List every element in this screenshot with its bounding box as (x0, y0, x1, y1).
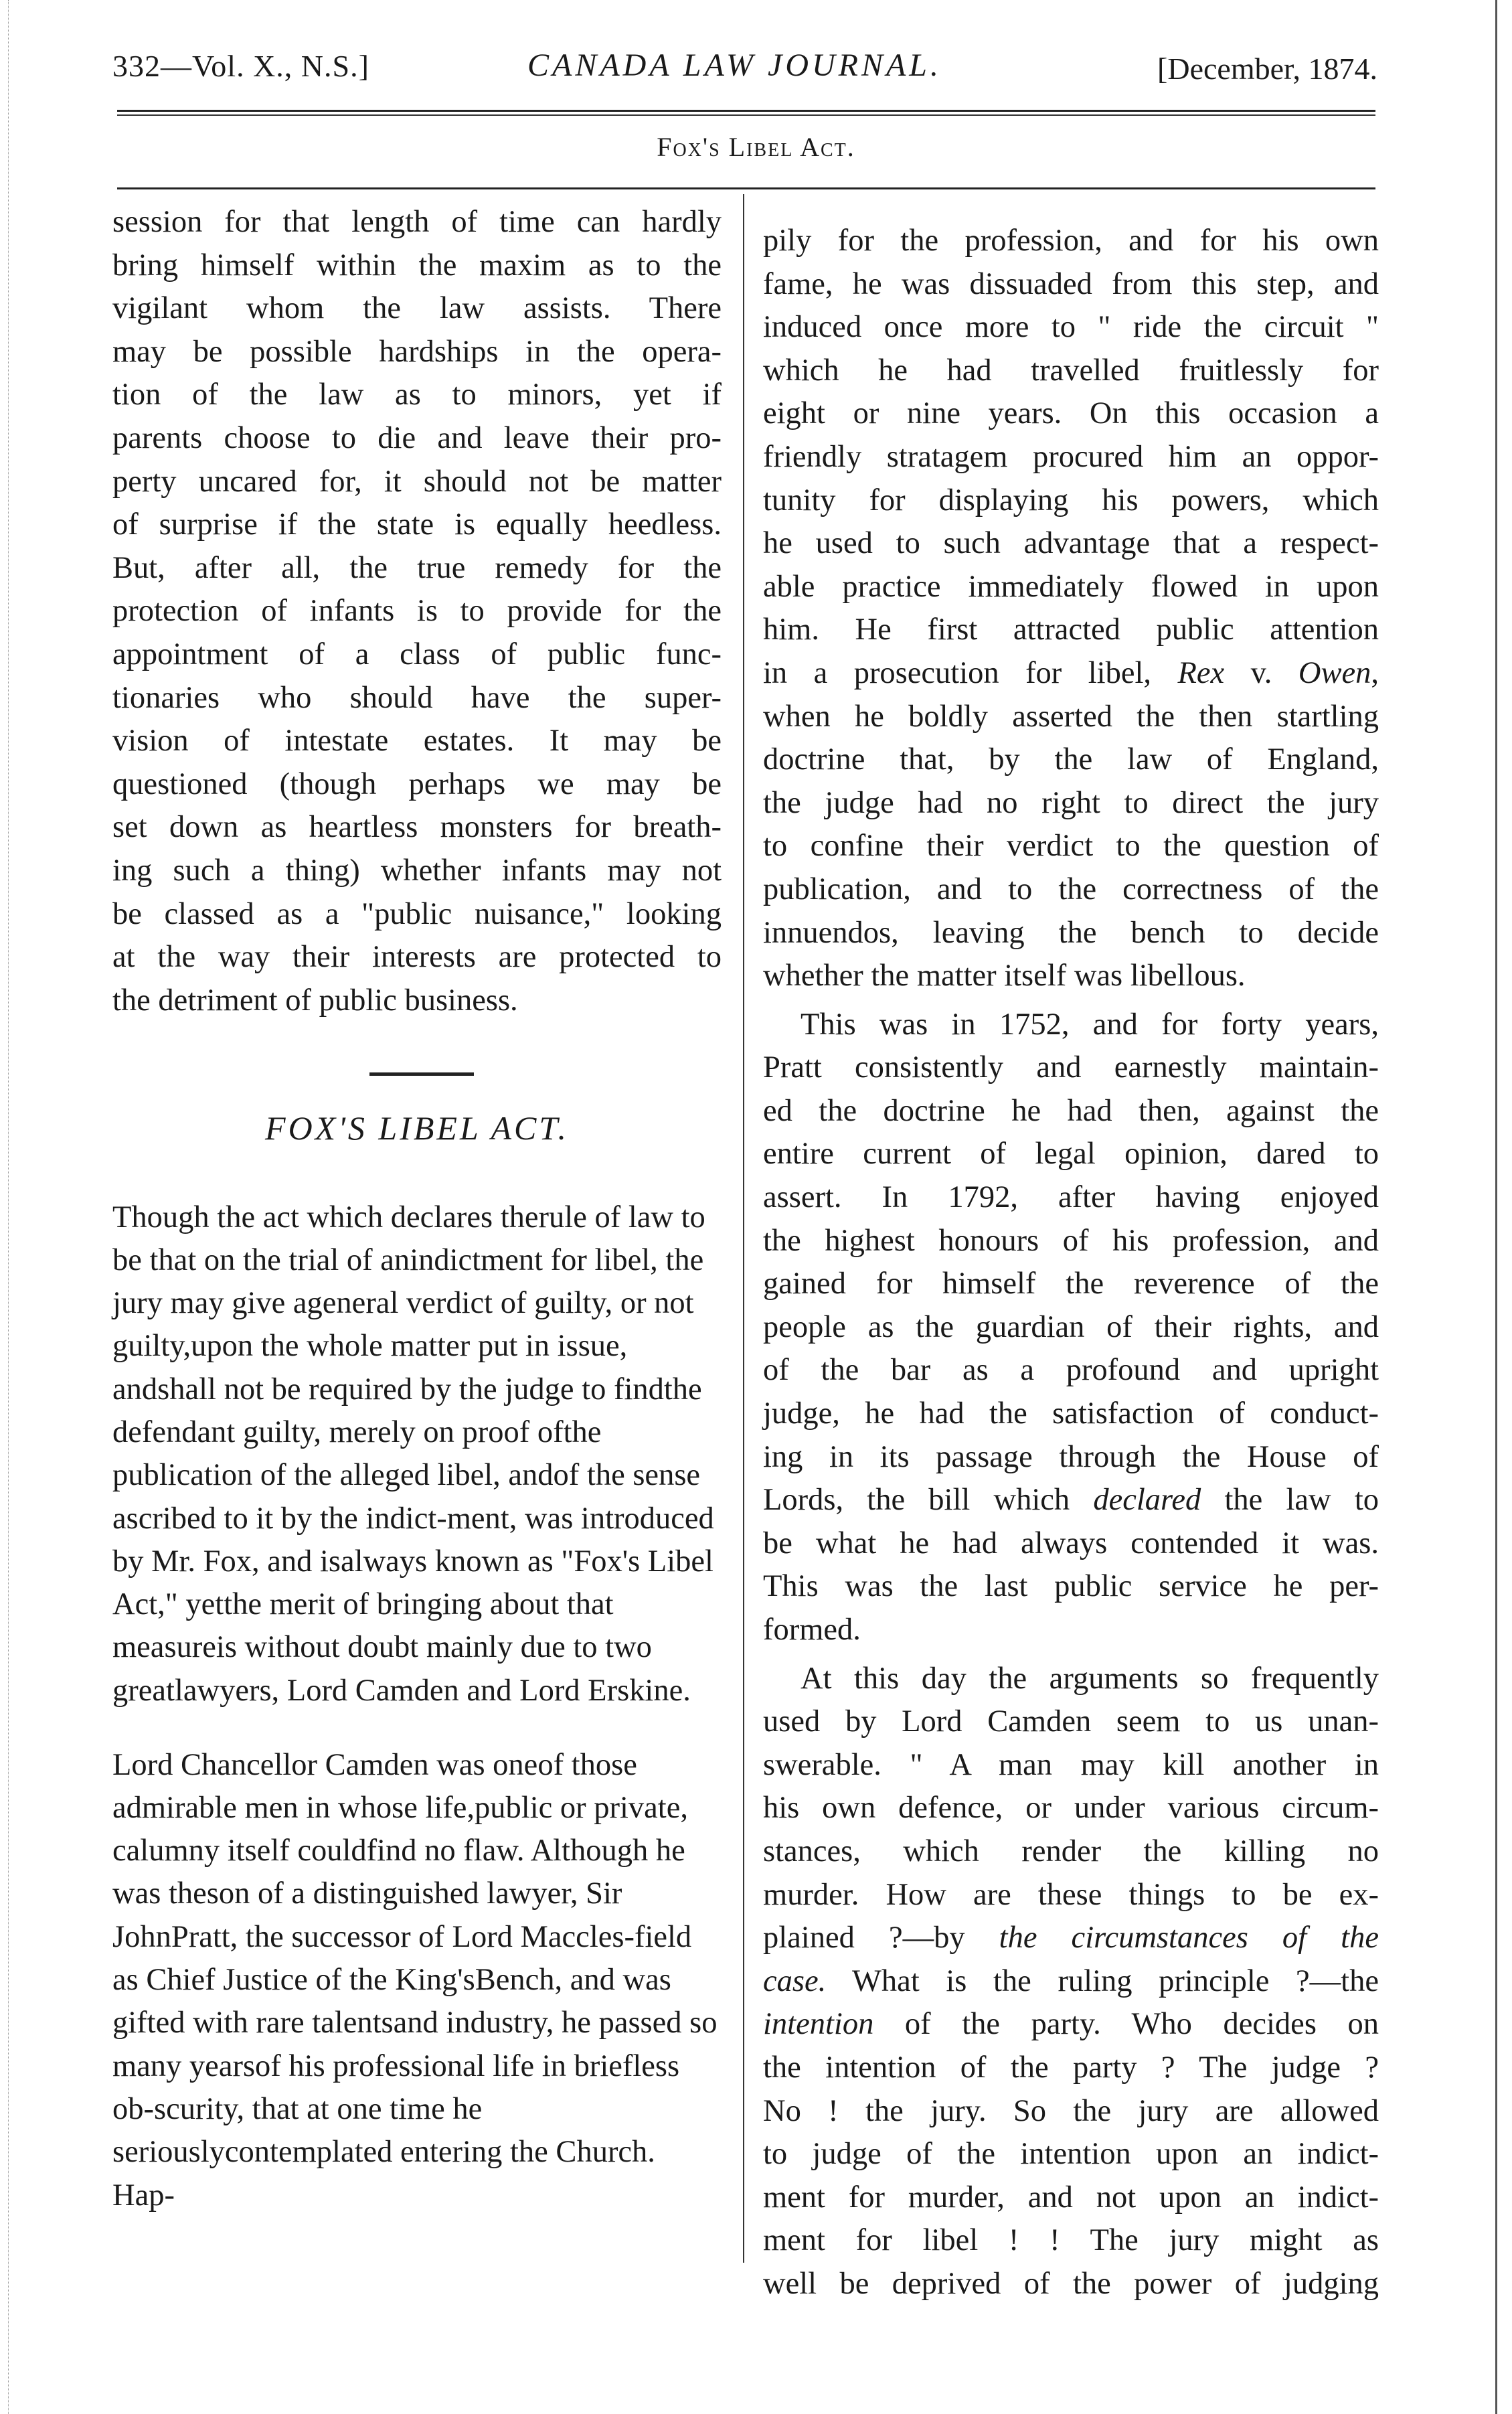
text-line: session for that length of time can hardly (112, 205, 722, 239)
text-line: innuendos, leaving the bench to decide (763, 915, 1379, 950)
text-line: public or private, calumny itself could (112, 1790, 688, 1868)
text-line: judge, he had the satisfaction of conduct- (763, 1396, 1379, 1431)
text-line: ing in its passage through the House of (763, 1439, 1379, 1474)
text-line: formed. (763, 1613, 861, 1647)
text-line: in a prosecution for libel, Rex v. Owen, (763, 655, 1379, 690)
left-column-article-text (112, 1165, 722, 2248)
text-line: parents choose to die and leave their pro- (112, 420, 722, 455)
paragraph (763, 1003, 1379, 1652)
text-line: gained for himself the reverence of the (763, 1267, 1379, 1301)
text-line: the defendant guilty, merely on proof of (112, 1372, 702, 1449)
text-line: when he boldly asserted the then startling (763, 699, 1379, 734)
text-line: be what he had always contended it was. (763, 1526, 1379, 1560)
text-line: friendly stratagem procured him an oppor- (763, 439, 1379, 474)
text-line: case. What is the ruling principle ?—the (763, 1963, 1379, 1998)
text-line: shall not be required by the judge to find (157, 1372, 664, 1406)
text-line: lawyers, Lord Camden and Lord Erskine. (174, 1673, 691, 1708)
text-line: murder. How are these things to be ex- (763, 1877, 1379, 1912)
text-line: doctrine that, by the law of England, (763, 742, 1379, 777)
text-line: ment for murder, and not upon an indict- (763, 2180, 1379, 2215)
text-line: ment, was introduced by Mr. Fox, and is (112, 1501, 714, 1579)
text-line: perty uncared for, it should not be matter (112, 464, 722, 499)
text-line: him. He first attracted public attention (763, 613, 1379, 647)
text-line: stances, which render the killing no (763, 1834, 1379, 1868)
text-line: son of a distinguished lawyer, Sir John (112, 1876, 622, 1954)
text-line: is without doubt mainly due to two great (112, 1630, 652, 1708)
text-line: to judge of the intention upon an indict- (763, 2137, 1379, 2172)
text-line: This was in 1752, and for forty years, (801, 1007, 1379, 1042)
text-line: Lords, the bill which declared the law to (763, 1483, 1379, 1518)
text-line: of surprise if the state is equally heedless. (112, 507, 722, 542)
text-line: intention of the party. Who decides on (763, 2007, 1379, 2042)
article-heading: FOX'S LIBEL ACT. (265, 1109, 569, 1147)
text-line: able practice immediately flowed in upon (763, 569, 1379, 604)
text-line: of the bar as a profound and upright (763, 1353, 1379, 1388)
header-rule-top (117, 110, 1375, 112)
text-line: questioned (though perhaps we may be (112, 767, 722, 801)
text-line: his own defence, or under various circum- (763, 1791, 1379, 1826)
text-line: used by Lord Camden seem to us unan- (763, 1704, 1379, 1739)
text-line: plained ?—by the circumstances of the (763, 1921, 1379, 1955)
text-line: eight or nine years. On this occasion a (763, 396, 1379, 431)
text-line: appointment of a class of public func- (112, 637, 722, 671)
text-line: pily for the profession, and for his own (763, 224, 1379, 258)
text-line: Though the act which declares the (112, 1200, 539, 1234)
paragraph (112, 1196, 722, 1713)
text-line: No ! the jury. So the jury are allowed (763, 2093, 1379, 2128)
text-line: which he had travelled fruitlessly for (763, 353, 1379, 388)
text-line: contemplated entering the Church. Hap- (112, 2135, 655, 2212)
subhead-rule (117, 187, 1375, 189)
text-line: Lord Chancellor Camden was one (112, 1747, 538, 1782)
text-line: entire current of legal opinion, dared to (763, 1137, 1379, 1172)
text-line: the highest honours of his profession, and (763, 1223, 1379, 1258)
text-line: assert. In 1792, after having enjoyed (763, 1180, 1379, 1215)
text-line: upon the whole matter put in issue, and (112, 1329, 628, 1406)
text-line: This was the last public service he per- (763, 1569, 1379, 1604)
text-line: Pratt, the successor of Lord Maccles- (171, 1919, 635, 1954)
text-line: be classed as a "public nuisance," looking (112, 896, 722, 931)
section-running-title: Fox's Libel Act. (657, 132, 855, 162)
text-line: people as the guardian of their rights, and (763, 1309, 1379, 1344)
left-margin-artifact (8, 0, 9, 2414)
text-line: bring himself within the maxim as to the (112, 248, 722, 283)
text-line: swerable. " A man may kill another in (763, 1747, 1379, 1782)
header-rule-double (117, 114, 1375, 116)
text-line: rule of law to be that on the trial of an (112, 1200, 705, 1277)
text-line: always known as "Fox's Libel Act," yet (112, 1544, 713, 1622)
text-line: tion of the law as to minors, yet if (112, 378, 722, 412)
text-line: set down as heartless monsters for breath- (112, 810, 722, 845)
column-divider (743, 194, 744, 2263)
text-line: ment for libel ! ! The jury might as (763, 2223, 1379, 2258)
left-column-continued-text (112, 201, 722, 1022)
text-line: But, after all, the true remedy for the (112, 550, 722, 585)
text-line: publication, and to the correctness of the (763, 872, 1379, 906)
text-line: he used to such advantage that a respect- (763, 526, 1379, 561)
text-line: and industry, he passed so many years (112, 2006, 718, 2083)
text-line: the detriment of public business. (112, 983, 518, 1018)
section-separator-rule (369, 1072, 474, 1076)
text-line: general verdict of guilty, or not guilty, (112, 1286, 694, 1364)
text-line: protection of infants is to provide for the (112, 594, 722, 629)
paragraph (112, 1744, 722, 2217)
text-line: field as Chief Justice of the King's (112, 1919, 692, 1998)
text-line: the judge had no right to direct the jury (763, 785, 1379, 820)
running-header (112, 42, 1377, 88)
text-line: may be possible hardships in the opera- (112, 334, 722, 369)
right-column-article-text (763, 220, 1379, 2306)
text-line: of those admirable men in whose life, (112, 1747, 637, 1825)
text-line: the intention of the party ? The judge ? (763, 2050, 1379, 2085)
text-line: indictment for libel, the jury may give a (112, 1242, 704, 1321)
text-line: scurity, that at one time he seriously (112, 2091, 483, 2170)
text-line: whether the matter itself was libellous. (763, 959, 1246, 993)
text-line: Bench, and was gifted with rare talents (112, 1963, 671, 2040)
text-line: vigilant whom the law assists. There (112, 291, 722, 326)
text-line: ed the doctrine he had then, against the (763, 1093, 1379, 1128)
journal-title: CANADA LAW JOURNAL. (527, 48, 942, 83)
text-line: the merit of bringing about that measure (112, 1587, 614, 1665)
paragraph (763, 220, 1379, 998)
text-line: tionaries who should have the super- (112, 680, 722, 715)
text-line: the publication of the alleged libel, and (112, 1415, 602, 1493)
issue-date: [December, 1874. (1157, 52, 1377, 86)
text-line: at the way their interests are protected to (112, 940, 722, 975)
text-line: of his professional life in briefless ob- (112, 2048, 680, 2126)
text-line: vision of intestate estates. It may be (112, 724, 722, 758)
text-line: fame, he was dissuaded from this step, and (763, 266, 1379, 301)
text-line: well be deprived of the power of judging (763, 2266, 1379, 2301)
text-line: induced once more to " ride the circuit " (763, 310, 1379, 345)
text-line: tunity for displaying his powers, which (763, 483, 1379, 517)
page-volume-ref: 332—Vol. X., N.S.] (112, 49, 369, 83)
text-line: of the sense ascribed to it by the indict- (112, 1458, 701, 1536)
text-line: find no flaw. Although he was the (112, 1834, 685, 1911)
text-line: to confine their verdict to the question of (763, 829, 1379, 864)
text-line: At this day the arguments so frequently (801, 1661, 1379, 1696)
paragraph (763, 1658, 1379, 2306)
right-page-edge (1495, 0, 1497, 2414)
text-line: Pratt consistently and earnestly maintain- (763, 1050, 1379, 1085)
text-line: ing such a thing) whether infants may not (112, 853, 722, 888)
